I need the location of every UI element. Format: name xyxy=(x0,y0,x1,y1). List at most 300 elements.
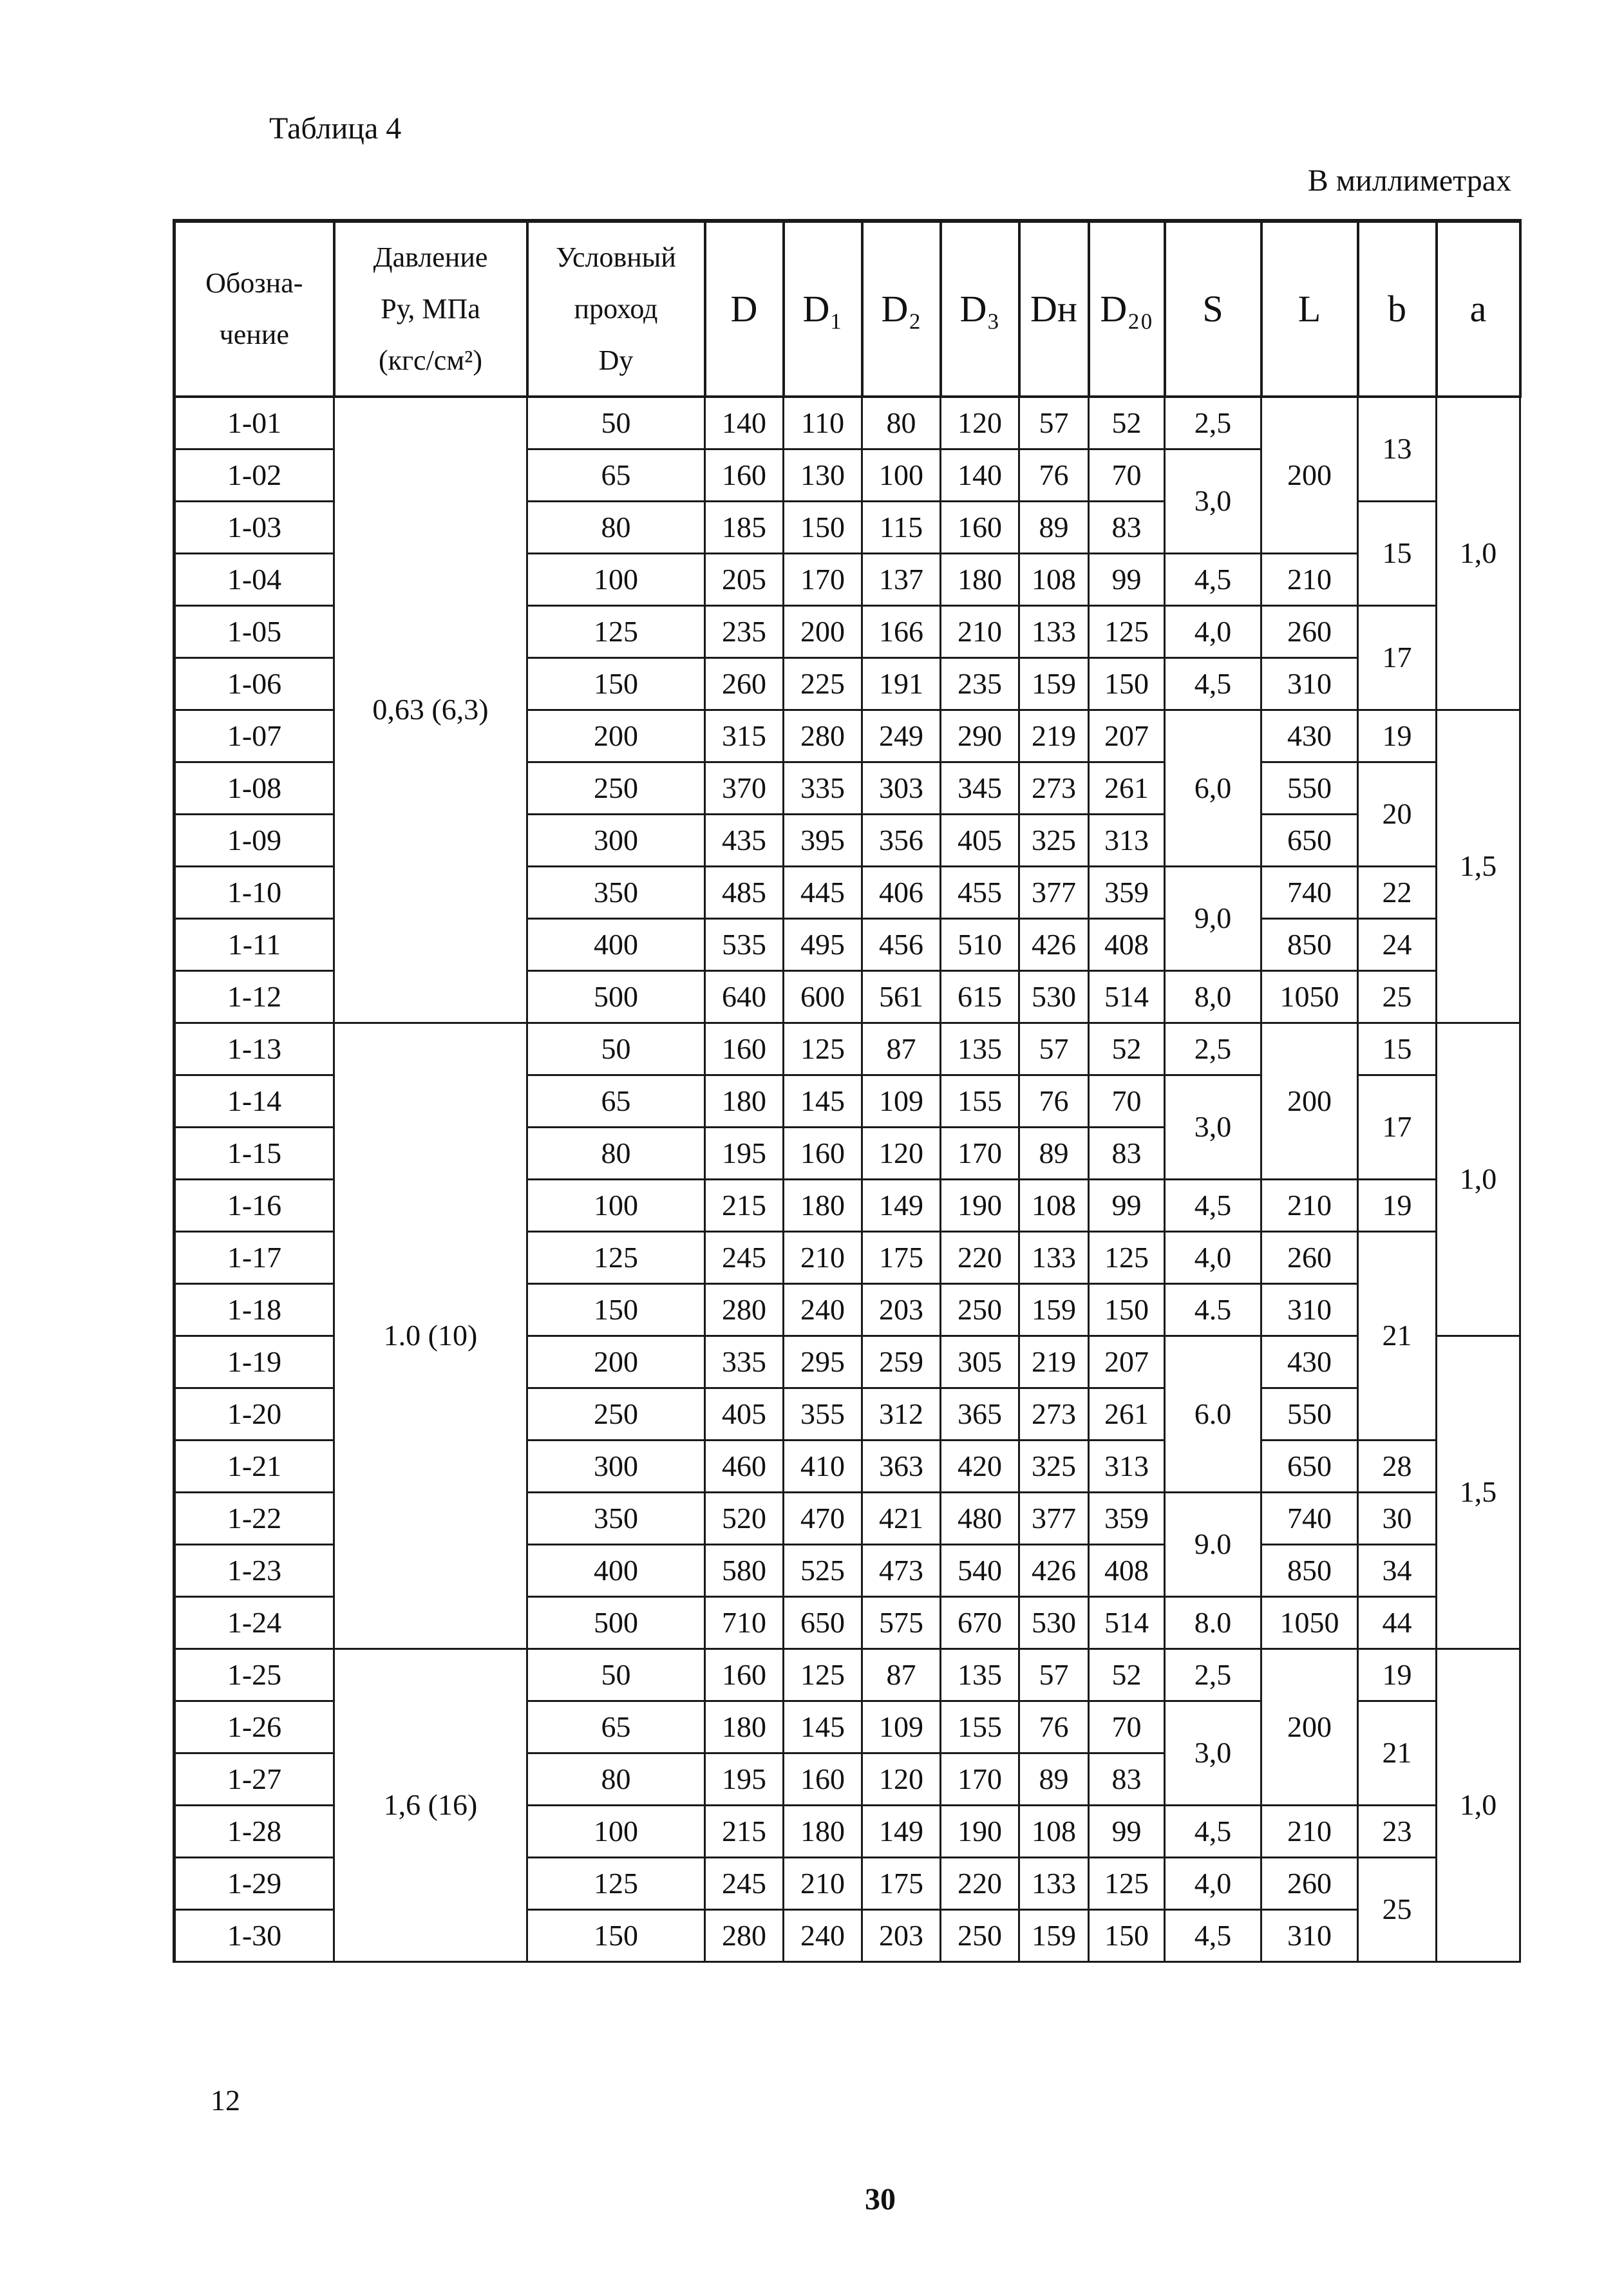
cell-L: 430 xyxy=(1261,710,1358,762)
nominal-bore-cell: 100 xyxy=(527,554,705,606)
cell-D: 260 xyxy=(705,658,784,710)
cell-Dn: 273 xyxy=(1019,1388,1089,1441)
cell-b: 28 xyxy=(1358,1441,1437,1493)
cell-D: 370 xyxy=(705,762,784,815)
cell-D3: 135 xyxy=(941,1023,1019,1075)
nominal-bore-cell: 400 xyxy=(527,919,705,971)
nominal-bore-cell: 150 xyxy=(527,658,705,710)
cell-D3: 290 xyxy=(941,710,1019,762)
cell-D3: 345 xyxy=(941,762,1019,815)
nominal-bore-cell: 250 xyxy=(527,1388,705,1441)
cell-Dn: 89 xyxy=(1019,502,1089,554)
cell-D3: 455 xyxy=(941,867,1019,919)
cell-D2: 473 xyxy=(862,1545,941,1597)
nominal-bore-cell: 125 xyxy=(527,606,705,658)
cell-L: 200 xyxy=(1261,1649,1358,1806)
cell-D: 280 xyxy=(705,1910,784,1962)
cell-Dn: 426 xyxy=(1019,919,1089,971)
cell-D20: 52 xyxy=(1089,397,1165,449)
cell-D20: 83 xyxy=(1089,1753,1165,1806)
header-Dn: Dн xyxy=(1019,221,1089,397)
cell-D20: 125 xyxy=(1089,606,1165,658)
cell-L: 310 xyxy=(1261,1910,1358,1962)
cell-D2: 356 xyxy=(862,815,941,867)
cell-Dn: 530 xyxy=(1019,1597,1089,1649)
cell-Dn: 159 xyxy=(1019,1284,1089,1336)
cell-Dn: 76 xyxy=(1019,1075,1089,1128)
cell-D1: 600 xyxy=(784,971,862,1023)
cell-D3: 305 xyxy=(941,1336,1019,1388)
cell-D: 180 xyxy=(705,1701,784,1753)
pressure-cell: 1.0 (10) xyxy=(334,1023,527,1649)
cell-D20: 359 xyxy=(1089,1493,1165,1545)
cell-D1: 145 xyxy=(784,1075,862,1128)
cell-D3: 250 xyxy=(941,1284,1019,1336)
cell-D20: 99 xyxy=(1089,1180,1165,1232)
cell-D3: 250 xyxy=(941,1910,1019,1962)
cell-L: 260 xyxy=(1261,1858,1358,1910)
cell-S: 4.5 xyxy=(1165,1284,1261,1336)
header-nominal-bore: Условный проход Dy xyxy=(527,221,705,397)
cell-D2: 575 xyxy=(862,1597,941,1649)
cell-S: 4,5 xyxy=(1165,1910,1261,1962)
cell-L: 210 xyxy=(1261,1180,1358,1232)
cell-D2: 109 xyxy=(862,1075,941,1128)
cell-D3: 155 xyxy=(941,1701,1019,1753)
cell-Dn: 159 xyxy=(1019,1910,1089,1962)
cell-D: 185 xyxy=(705,502,784,554)
cell-Dn: 57 xyxy=(1019,1649,1089,1701)
cell-Dn: 89 xyxy=(1019,1753,1089,1806)
cell-b: 20 xyxy=(1358,762,1437,867)
cell-S: 9,0 xyxy=(1165,867,1261,971)
cell-D2: 149 xyxy=(862,1180,941,1232)
cell-D2: 175 xyxy=(862,1858,941,1910)
cell-D2: 175 xyxy=(862,1232,941,1284)
nominal-bore-cell: 65 xyxy=(527,449,705,502)
cell-D: 405 xyxy=(705,1388,784,1441)
cell-S: 4,0 xyxy=(1165,1858,1261,1910)
cell-S: 2,5 xyxy=(1165,1649,1261,1701)
nominal-bore-cell: 125 xyxy=(527,1858,705,1910)
cell-L: 310 xyxy=(1261,658,1358,710)
cell-D2: 115 xyxy=(862,502,941,554)
cell-D20: 52 xyxy=(1089,1649,1165,1701)
cell-D1: 160 xyxy=(784,1128,862,1180)
dimensions-table xyxy=(173,219,1522,1963)
cell-Dn: 377 xyxy=(1019,867,1089,919)
cell-D2: 166 xyxy=(862,606,941,658)
cell-D20: 70 xyxy=(1089,1075,1165,1128)
cell-D3: 510 xyxy=(941,919,1019,971)
designation-cell: 1-10 xyxy=(175,867,334,919)
cell-S: 4,5 xyxy=(1165,1806,1261,1858)
cell-D1: 525 xyxy=(784,1545,862,1597)
cell-D3: 160 xyxy=(941,502,1019,554)
cell-D: 160 xyxy=(705,1023,784,1075)
table-body xyxy=(175,397,1520,1962)
cell-Dn: 89 xyxy=(1019,1128,1089,1180)
cell-D1: 180 xyxy=(784,1180,862,1232)
nominal-bore-cell: 150 xyxy=(527,1910,705,1962)
designation-cell: 1-18 xyxy=(175,1284,334,1336)
cell-D3: 615 xyxy=(941,971,1019,1023)
designation-cell: 1-14 xyxy=(175,1075,334,1128)
cell-D20: 70 xyxy=(1089,1701,1165,1753)
cell-D1: 355 xyxy=(784,1388,862,1441)
cell-D: 235 xyxy=(705,606,784,658)
nominal-bore-cell: 100 xyxy=(527,1180,705,1232)
cell-S: 4,5 xyxy=(1165,658,1261,710)
designation-cell: 1-08 xyxy=(175,762,334,815)
header-L: L xyxy=(1261,221,1358,397)
cell-D: 485 xyxy=(705,867,784,919)
cell-S: 4,5 xyxy=(1165,1180,1261,1232)
cell-S: 8,0 xyxy=(1165,971,1261,1023)
cell-D3: 155 xyxy=(941,1075,1019,1128)
cell-D2: 120 xyxy=(862,1753,941,1806)
cell-D2: 87 xyxy=(862,1023,941,1075)
designation-cell: 1-30 xyxy=(175,1910,334,1962)
units-note: В миллиметрах xyxy=(1307,164,1511,198)
cell-D1: 495 xyxy=(784,919,862,971)
designation-cell: 1-23 xyxy=(175,1545,334,1597)
cell-D1: 650 xyxy=(784,1597,862,1649)
nominal-bore-cell: 125 xyxy=(527,1232,705,1284)
nominal-bore-cell: 80 xyxy=(527,502,705,554)
cell-D20: 359 xyxy=(1089,867,1165,919)
designation-cell: 1-05 xyxy=(175,606,334,658)
cell-L: 550 xyxy=(1261,1388,1358,1441)
cell-L: 310 xyxy=(1261,1284,1358,1336)
cell-D2: 259 xyxy=(862,1336,941,1388)
cell-D: 205 xyxy=(705,554,784,606)
cell-b: 44 xyxy=(1358,1597,1437,1649)
cell-D1: 280 xyxy=(784,710,862,762)
cell-S: 4,5 xyxy=(1165,554,1261,606)
cell-D2: 149 xyxy=(862,1806,941,1858)
designation-cell: 1-22 xyxy=(175,1493,334,1545)
nominal-bore-cell: 500 xyxy=(527,1597,705,1649)
cell-L: 210 xyxy=(1261,1806,1358,1858)
cell-D1: 180 xyxy=(784,1806,862,1858)
nominal-bore-cell: 350 xyxy=(527,1493,705,1545)
cell-Dn: 219 xyxy=(1019,710,1089,762)
nominal-bore-cell: 400 xyxy=(527,1545,705,1597)
cell-a: 1,0 xyxy=(1437,397,1520,710)
cell-L: 740 xyxy=(1261,867,1358,919)
designation-cell: 1-27 xyxy=(175,1753,334,1806)
cell-D: 195 xyxy=(705,1753,784,1806)
cell-D1: 125 xyxy=(784,1649,862,1701)
cell-D1: 470 xyxy=(784,1493,862,1545)
header-D20: D₂₀ xyxy=(1089,221,1165,397)
designation-cell: 1-11 xyxy=(175,919,334,971)
cell-D1: 170 xyxy=(784,554,862,606)
cell-D3: 540 xyxy=(941,1545,1019,1597)
cell-D20: 261 xyxy=(1089,1388,1165,1441)
header-a: a xyxy=(1437,221,1520,397)
cell-D1: 145 xyxy=(784,1701,862,1753)
designation-cell: 1-13 xyxy=(175,1023,334,1075)
cell-D: 245 xyxy=(705,1858,784,1910)
cell-Dn: 159 xyxy=(1019,658,1089,710)
table-row xyxy=(175,1649,1520,1701)
cell-S: 6,0 xyxy=(1165,710,1261,867)
cell-Dn: 530 xyxy=(1019,971,1089,1023)
designation-cell: 1-01 xyxy=(175,397,334,449)
cell-D1: 395 xyxy=(784,815,862,867)
page-number: 30 xyxy=(865,2182,896,2216)
cell-a: 1,0 xyxy=(1437,1649,1520,1962)
nominal-bore-cell: 500 xyxy=(527,971,705,1023)
cell-D1: 110 xyxy=(784,397,862,449)
table-row xyxy=(175,1023,1520,1075)
cell-Dn: 325 xyxy=(1019,1441,1089,1493)
cell-b: 19 xyxy=(1358,710,1437,762)
cell-D1: 150 xyxy=(784,502,862,554)
cell-b: 21 xyxy=(1358,1232,1437,1441)
cell-D3: 210 xyxy=(941,606,1019,658)
cell-S: 3,0 xyxy=(1165,449,1261,554)
cell-D: 580 xyxy=(705,1545,784,1597)
cell-D2: 191 xyxy=(862,658,941,710)
cell-b: 15 xyxy=(1358,1023,1437,1075)
cell-Dn: 57 xyxy=(1019,397,1089,449)
cell-D: 180 xyxy=(705,1075,784,1128)
cell-D20: 150 xyxy=(1089,1910,1165,1962)
cell-L: 210 xyxy=(1261,554,1358,606)
cell-D20: 313 xyxy=(1089,1441,1165,1493)
cell-D1: 130 xyxy=(784,449,862,502)
header-designation: Обозна- чение xyxy=(175,221,334,397)
cell-D3: 220 xyxy=(941,1858,1019,1910)
cell-D3: 170 xyxy=(941,1753,1019,1806)
cell-D1: 240 xyxy=(784,1284,862,1336)
header-b: b xyxy=(1358,221,1437,397)
cell-D: 710 xyxy=(705,1597,784,1649)
cell-D2: 203 xyxy=(862,1910,941,1962)
header-pressure: Давление Ру, МПа (кгс/см²) xyxy=(334,221,527,397)
cell-D3: 220 xyxy=(941,1232,1019,1284)
cell-Dn: 108 xyxy=(1019,1806,1089,1858)
cell-a: 1,5 xyxy=(1437,710,1520,1023)
cell-L: 850 xyxy=(1261,919,1358,971)
cell-D1: 410 xyxy=(784,1441,862,1493)
nominal-bore-cell: 100 xyxy=(527,1806,705,1858)
nominal-bore-cell: 50 xyxy=(527,1649,705,1701)
table-row xyxy=(175,397,1520,449)
nominal-bore-cell: 350 xyxy=(527,867,705,919)
cell-b: 21 xyxy=(1358,1701,1437,1806)
cell-b: 13 xyxy=(1358,397,1437,502)
cell-L: 260 xyxy=(1261,1232,1358,1284)
cell-D1: 200 xyxy=(784,606,862,658)
cell-D3: 170 xyxy=(941,1128,1019,1180)
designation-cell: 1-03 xyxy=(175,502,334,554)
cell-D3: 405 xyxy=(941,815,1019,867)
cell-S: 4,0 xyxy=(1165,606,1261,658)
cell-D20: 99 xyxy=(1089,1806,1165,1858)
nominal-bore-cell: 300 xyxy=(527,1441,705,1493)
cell-b: 15 xyxy=(1358,502,1437,606)
cell-D2: 456 xyxy=(862,919,941,971)
cell-D3: 480 xyxy=(941,1493,1019,1545)
cell-L: 850 xyxy=(1261,1545,1358,1597)
cell-S: 4,0 xyxy=(1165,1232,1261,1284)
cell-Dn: 377 xyxy=(1019,1493,1089,1545)
cell-S: 3,0 xyxy=(1165,1075,1261,1180)
cell-Dn: 133 xyxy=(1019,1232,1089,1284)
cell-b: 17 xyxy=(1358,606,1437,710)
cell-D1: 445 xyxy=(784,867,862,919)
cell-D1: 210 xyxy=(784,1232,862,1284)
designation-cell: 1-02 xyxy=(175,449,334,502)
cell-D2: 100 xyxy=(862,449,941,502)
cell-b: 22 xyxy=(1358,867,1437,919)
cell-D20: 83 xyxy=(1089,502,1165,554)
designation-cell: 1-24 xyxy=(175,1597,334,1649)
cell-Dn: 325 xyxy=(1019,815,1089,867)
cell-b: 25 xyxy=(1358,1858,1437,1962)
cell-D2: 249 xyxy=(862,710,941,762)
cell-D2: 87 xyxy=(862,1649,941,1701)
cell-D3: 180 xyxy=(941,554,1019,606)
cell-D20: 261 xyxy=(1089,762,1165,815)
cell-D2: 561 xyxy=(862,971,941,1023)
designation-cell: 1-20 xyxy=(175,1388,334,1441)
cell-D: 460 xyxy=(705,1441,784,1493)
cell-b: 34 xyxy=(1358,1545,1437,1597)
cell-Dn: 133 xyxy=(1019,1858,1089,1910)
cell-D: 335 xyxy=(705,1336,784,1388)
cell-Dn: 219 xyxy=(1019,1336,1089,1388)
nominal-bore-cell: 65 xyxy=(527,1075,705,1128)
cell-D3: 190 xyxy=(941,1180,1019,1232)
cell-D20: 207 xyxy=(1089,1336,1165,1388)
cell-D3: 235 xyxy=(941,658,1019,710)
cell-D2: 109 xyxy=(862,1701,941,1753)
cell-D1: 210 xyxy=(784,1858,862,1910)
cell-D2: 203 xyxy=(862,1284,941,1336)
cell-D2: 80 xyxy=(862,397,941,449)
cell-L: 1050 xyxy=(1261,1597,1358,1649)
cell-D20: 70 xyxy=(1089,449,1165,502)
cell-D: 280 xyxy=(705,1284,784,1336)
cell-D3: 135 xyxy=(941,1649,1019,1701)
cell-D: 640 xyxy=(705,971,784,1023)
cell-Dn: 108 xyxy=(1019,1180,1089,1232)
cell-L: 1050 xyxy=(1261,971,1358,1023)
designation-cell: 1-19 xyxy=(175,1336,334,1388)
cell-D1: 240 xyxy=(784,1910,862,1962)
table-header-row xyxy=(175,221,1520,397)
cell-D20: 83 xyxy=(1089,1128,1165,1180)
designation-cell: 1-17 xyxy=(175,1232,334,1284)
designation-cell: 1-26 xyxy=(175,1701,334,1753)
cell-D: 520 xyxy=(705,1493,784,1545)
pressure-cell: 1,6 (16) xyxy=(334,1649,527,1962)
cell-a: 1,5 xyxy=(1437,1336,1520,1649)
cell-D2: 421 xyxy=(862,1493,941,1545)
cell-D1: 225 xyxy=(784,658,862,710)
designation-cell: 1-28 xyxy=(175,1806,334,1858)
nominal-bore-cell: 80 xyxy=(527,1128,705,1180)
cell-D2: 406 xyxy=(862,867,941,919)
page-mark: 12 xyxy=(211,2084,240,2117)
cell-D2: 312 xyxy=(862,1388,941,1441)
cell-D20: 408 xyxy=(1089,1545,1165,1597)
nominal-bore-cell: 300 xyxy=(527,815,705,867)
cell-D: 160 xyxy=(705,449,784,502)
nominal-bore-cell: 50 xyxy=(527,1023,705,1075)
cell-L: 650 xyxy=(1261,815,1358,867)
cell-D20: 514 xyxy=(1089,1597,1165,1649)
pressure-cell: 0,63 (6,3) xyxy=(334,397,527,1023)
nominal-bore-cell: 65 xyxy=(527,1701,705,1753)
cell-b: 19 xyxy=(1358,1649,1437,1701)
cell-D3: 190 xyxy=(941,1806,1019,1858)
designation-cell: 1-12 xyxy=(175,971,334,1023)
cell-D20: 313 xyxy=(1089,815,1165,867)
cell-Dn: 76 xyxy=(1019,1701,1089,1753)
cell-Dn: 133 xyxy=(1019,606,1089,658)
cell-D20: 150 xyxy=(1089,1284,1165,1336)
designation-cell: 1-21 xyxy=(175,1441,334,1493)
cell-D20: 150 xyxy=(1089,658,1165,710)
designation-cell: 1-29 xyxy=(175,1858,334,1910)
cell-D2: 363 xyxy=(862,1441,941,1493)
cell-D20: 125 xyxy=(1089,1232,1165,1284)
cell-D3: 420 xyxy=(941,1441,1019,1493)
designation-cell: 1-06 xyxy=(175,658,334,710)
cell-L: 260 xyxy=(1261,606,1358,658)
cell-D: 160 xyxy=(705,1649,784,1701)
cell-S: 3,0 xyxy=(1165,1701,1261,1806)
cell-D3: 140 xyxy=(941,449,1019,502)
nominal-bore-cell: 50 xyxy=(527,397,705,449)
header-D2: D₂ xyxy=(862,221,941,397)
cell-D20: 99 xyxy=(1089,554,1165,606)
nominal-bore-cell: 80 xyxy=(527,1753,705,1806)
cell-D: 315 xyxy=(705,710,784,762)
cell-L: 650 xyxy=(1261,1441,1358,1493)
cell-D: 140 xyxy=(705,397,784,449)
designation-cell: 1-25 xyxy=(175,1649,334,1701)
cell-D2: 303 xyxy=(862,762,941,815)
cell-D20: 514 xyxy=(1089,971,1165,1023)
nominal-bore-cell: 200 xyxy=(527,710,705,762)
cell-D20: 125 xyxy=(1089,1858,1165,1910)
designation-cell: 1-04 xyxy=(175,554,334,606)
cell-D1: 125 xyxy=(784,1023,862,1075)
nominal-bore-cell: 150 xyxy=(527,1284,705,1336)
header-D: D xyxy=(705,221,784,397)
cell-D1: 160 xyxy=(784,1753,862,1806)
cell-S: 6.0 xyxy=(1165,1336,1261,1493)
table-caption: Таблица 4 xyxy=(269,111,402,146)
cell-Dn: 57 xyxy=(1019,1023,1089,1075)
cell-L: 200 xyxy=(1261,1023,1358,1180)
designation-cell: 1-16 xyxy=(175,1180,334,1232)
cell-D1: 295 xyxy=(784,1336,862,1388)
cell-D20: 52 xyxy=(1089,1023,1165,1075)
cell-S: 2,5 xyxy=(1165,397,1261,449)
cell-S: 2,5 xyxy=(1165,1023,1261,1075)
cell-D: 215 xyxy=(705,1806,784,1858)
cell-S: 8.0 xyxy=(1165,1597,1261,1649)
cell-b: 30 xyxy=(1358,1493,1437,1545)
